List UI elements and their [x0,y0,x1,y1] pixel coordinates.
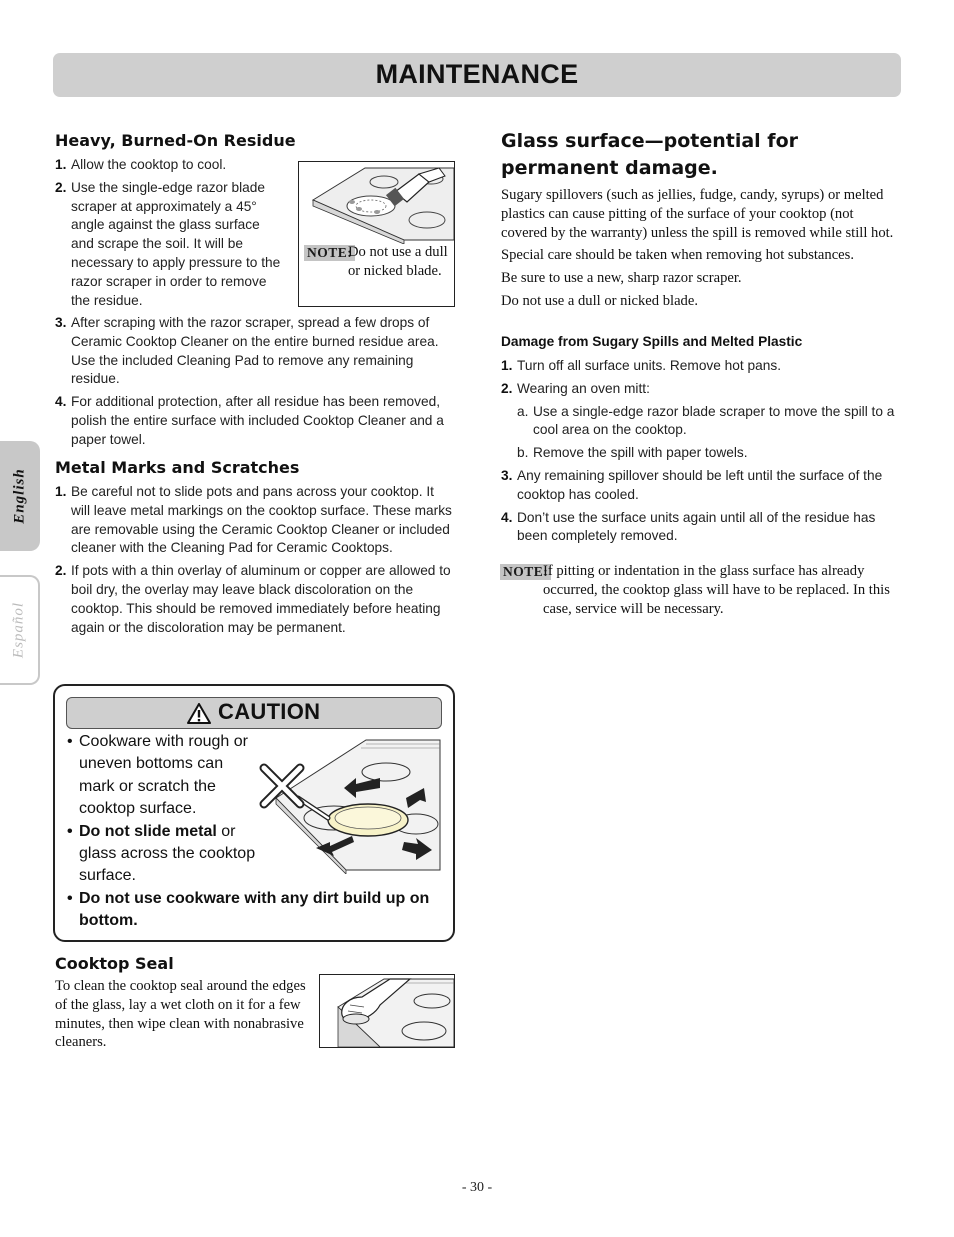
scraper-figure [298,161,455,307]
scraper-illustration-icon [299,162,454,244]
note-label: NOTE: [500,564,551,580]
list-item: 3. After scraping with the razor scraper, spread a few drops of Ceramic Cooktop Cleaner on the entire burned residue area. Use the included Cleaning Pad to remove any remaining residue. [55,315,439,387]
list-item: 3. Any remaining spillover should be left until the surface of the cooktop has cooled. [501,467,883,502]
list-subitem: a. Use a single-edge razor blade scraper to move the spill to a cool area on the cooktop. [517,403,895,438]
header-bar [53,53,901,97]
tab-espanol[interactable] [0,575,40,685]
heavy-steps-3-4 [55,314,455,454]
tab-english-label: English [11,468,28,524]
glass-paragraph: Sugary spillovers (such as jellies, fudge, candy, syrups) or melted plastics can cause pitting of the surface of your cooktop (not covered by the warranty) unless the spill is removed while still hot. [501,187,894,241]
list-item: 2. If pots with a thin overlay of aluminum or copper are allowed to boil dry, the overlay may leave black discoloration on the cooktop. This should be removed immediately before heating again or the discoloration may be permanent. [55,563,451,635]
wiping-hand-illustration-icon [320,975,454,1047]
glass-paragraph: Be sure to use a new, sharp razor scraper. [501,270,742,287]
list-item: 2. Wearing an oven mitt: [501,380,650,396]
list-subitem: b. Remove the spill with paper towels. [517,445,748,461]
metal-heading: Metal Marks and Scratches [55,458,300,477]
glass-subheading: Damage from Sugary Spills and Melted Plastic [501,334,803,349]
caution-bullets-1-2 [67,731,257,888]
glass-paragraphs [501,186,901,315]
list-item: 1. Be careful not to slide pots and pans across your cooktop. It will leave metal markings on the cooktop surface. These marks are removable using the Ceramic Cooktop Cleaner or included cleaner with the Cleaning Pad for Ceramic Cooktops. [55,484,452,556]
page-title: MAINTENANCE [375,59,579,89]
caution-bullet: • Do not use cookware with any dirt build up on bottom. [67,890,430,930]
caution-bullet-3 [67,888,447,933]
note-text: If pitting or indentation in the glass surface has already occurred, the cooktop glass will have to be replaced. In this case, service will be necessary. [543,563,890,617]
list-item: 4. Don’t use the surface units again until all of the residue has been completely removed. [501,509,876,544]
tab-espanol-label: Español [10,601,27,659]
seal-heading: Cooktop Seal [55,954,174,973]
caution-banner [66,697,442,729]
caution-bullet: • Do not slide metal or glass across the cooktop surface. [67,822,256,885]
glass-steps [501,357,901,550]
seal-text: To clean the cooktop seal around the edges of the glass, lay a wet cloth on it for a few minutes, then wipe clean with nonabrasive cleaners. [55,978,306,1051]
tab-english[interactable] [0,441,40,551]
note-label: NOTE: [304,245,355,261]
heavy-heading: Heavy, Burned-On Residue [55,131,296,150]
caution-label: CAUTION [218,699,321,724]
note-text: Do not use a dull or nicked blade. [348,244,448,279]
caution-bullet: • Cookware with rough or uneven bottoms can mark or scratch the cooktop surface. [67,733,248,818]
sliding-pan-illustration-icon [256,738,442,874]
heavy-steps-1-2 [55,156,285,314]
seal-figure [319,974,455,1048]
page-number: - 30 - [461,1180,493,1195]
warning-triangle-icon [187,703,211,724]
list-item: 2. Use the single-edge razor blade scraper at approximately a 45° angle against the glass surface and scrape the soil. It will be necessary to apply pressure to the razor scraper in order to remove the residue. [55,179,281,308]
list-item: 1. Turn off all surface units. Remove hot pans. [501,358,781,373]
metal-steps [55,483,455,641]
glass-heading: Glass surface—potential for permanent damage. [501,130,798,179]
list-item: 4. For additional protection, after all residue has been removed, polish the entire surface with included Cooktop Cleaner and a paper towel. [55,394,444,447]
glass-paragraph: Do not use a dull or nicked blade. [501,292,698,309]
list-item: 1. Allow the cooktop to cool. [55,157,227,172]
glass-paragraph: Special care should be taken when removing hot substances. [501,247,854,264]
